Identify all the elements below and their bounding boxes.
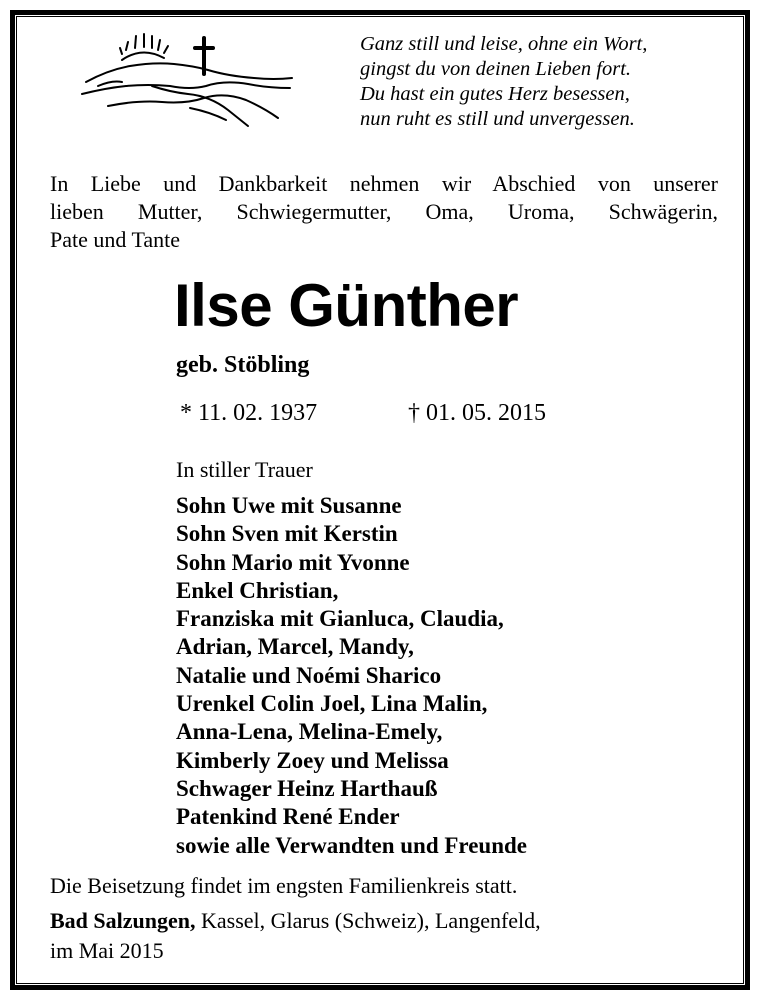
mourner-line: Schwager Heinz Harthauß (176, 775, 438, 801)
poem (360, 32, 730, 132)
funeral-notice: Die Beisetzung findet im engsten Familienkreis statt. (50, 873, 518, 898)
mourner-line: Kimberly Zoey und Melissa (176, 747, 449, 773)
mourner-line: Sohn Sven mit Kerstin (176, 521, 398, 547)
mourner-line: Patenkind René Ender (176, 804, 400, 830)
notice-date: im Mai 2015 (50, 938, 164, 963)
place-and-date (50, 906, 710, 966)
hills-cross-sun-icon (78, 30, 298, 130)
intro-text (50, 170, 718, 254)
mourners-list (176, 492, 527, 860)
intro-line: In Liebe und Dankbarkeit nehmen wir Abschied von unserer (50, 171, 718, 196)
birth-name: geb. Stöbling (176, 352, 310, 378)
intro-line: lieben Mutter, Schwiegermutter, Oma, Uroma, Schwägerin, (50, 199, 718, 224)
mourner-line: Enkel Christian, (176, 577, 339, 603)
death-date: † 01. 05. 2015 (408, 400, 546, 426)
mourner-line: Sohn Mario mit Yvonne (176, 549, 410, 575)
poem-line: Du hast ein gutes Herz besessen, (360, 83, 630, 105)
place-line (50, 906, 710, 936)
birth-date: * 11. 02. 1937 (180, 400, 318, 426)
mourner-line: Franziska mit Gianluca, Claudia, (176, 606, 504, 632)
life-dates (180, 398, 546, 428)
mourner-line: Urenkel Colin Joel, Lina Malin, (176, 691, 488, 717)
mourner-line: Natalie und Noémi Sharico (176, 662, 442, 688)
place-bold: Bad Salzungen, (50, 908, 196, 933)
mourner-line: Adrian, Marcel, Mandy, (176, 634, 414, 660)
intro-line: Pate und Tante (50, 227, 181, 252)
mourner-line: sowie alle Verwandten und Freunde (176, 832, 528, 858)
deceased-name: Ilse Günther (174, 272, 519, 339)
poem-line: nun ruht es still und unvergessen. (360, 108, 635, 130)
mourner-line: Sohn Uwe mit Susanne (176, 493, 402, 518)
place-rest: Kassel, Glarus (Schweiz), Langenfeld, (195, 908, 541, 933)
poem-line: gingst du von deinen Lieben fort. (360, 58, 632, 80)
mourner-line: Anna-Lena, Melina-Emely, (176, 719, 443, 745)
poem-line: Ganz still und leise, ohne ein Wort, (360, 33, 648, 55)
mourners-heading: In stiller Trauer (176, 457, 313, 482)
